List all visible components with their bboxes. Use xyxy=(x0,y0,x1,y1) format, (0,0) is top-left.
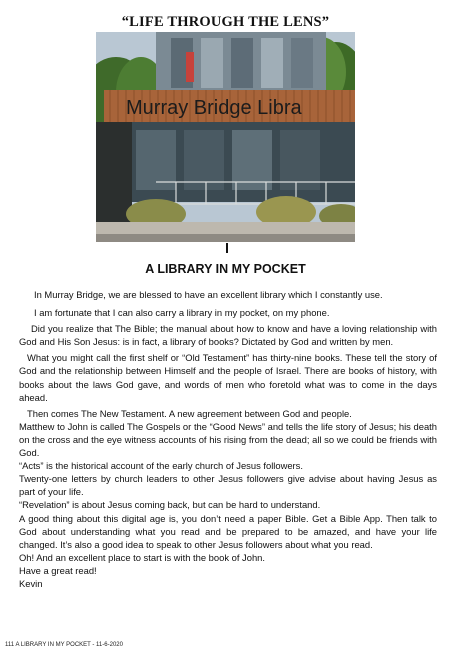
page-footer: 111 A LIBRARY IN MY POCKET - 11-6-2020 xyxy=(5,642,123,648)
paragraph: Then comes The New Testament. A new agreement between God and people. xyxy=(27,407,352,419)
paragraph: “Acts” is the historical account of the early church of Jesus followers. xyxy=(19,460,303,472)
library-sign-text: Murray Bridge Libra xyxy=(126,97,302,119)
paragraph: “Revelation” is about Jesus coming back, but can be hard to understand. xyxy=(19,499,321,511)
document-title: “LIFE THROUGH THE LENS” xyxy=(121,14,330,30)
article-body xyxy=(19,285,437,590)
article-heading: A LIBRARY IN MY POCKET xyxy=(145,262,306,276)
text-cursor xyxy=(226,243,228,253)
paragraph: Twenty-one letters by church leaders to other Jesus followers give advise about having Jesus as part of your life. xyxy=(19,473,437,498)
signature: Kevin xyxy=(19,577,43,589)
paragraph: What you might call the first shelf or “Old Testament” has thirty-nine books. These tell the story of God and the relationship between Himself and the people of Israel. There are books of history, with books about the laws God gave, and words of men who foretold what was to come in the days ahead. xyxy=(19,352,437,403)
library-building-photo xyxy=(96,32,355,242)
paragraph: Oh! And an excellent place to start is with the book of John. xyxy=(19,551,265,563)
paragraph: Matthew to John is called The Gospels or the “Good News” and tells the life story of Jesus; his death on the cross and the eye witness accounts of his rising from the dead; all so we could be friends with God. xyxy=(19,420,437,459)
paragraph: In Murray Bridge, we are blessed to have an excellent library which I constantly use. xyxy=(34,289,383,300)
paragraph: Did you realize that The Bible; the manual about how to know and have a loving relationship with God and His Son Jesus: is in fact, a library of books? Dictated by God and written by men. xyxy=(19,323,437,348)
paragraph: A good thing about this digital age is, you don’t need a paper Bible. Get a Bible App. Then talk to God about understanding what you read and be prepared to be amazed, and have your life changed. It’s also a good idea to speak to other Jesus followers about what you read. xyxy=(19,512,437,550)
paragraph: Have a great read! xyxy=(19,564,97,576)
paragraph: I am fortunate that I can also carry a library in my pocket, on my phone. xyxy=(34,307,330,319)
